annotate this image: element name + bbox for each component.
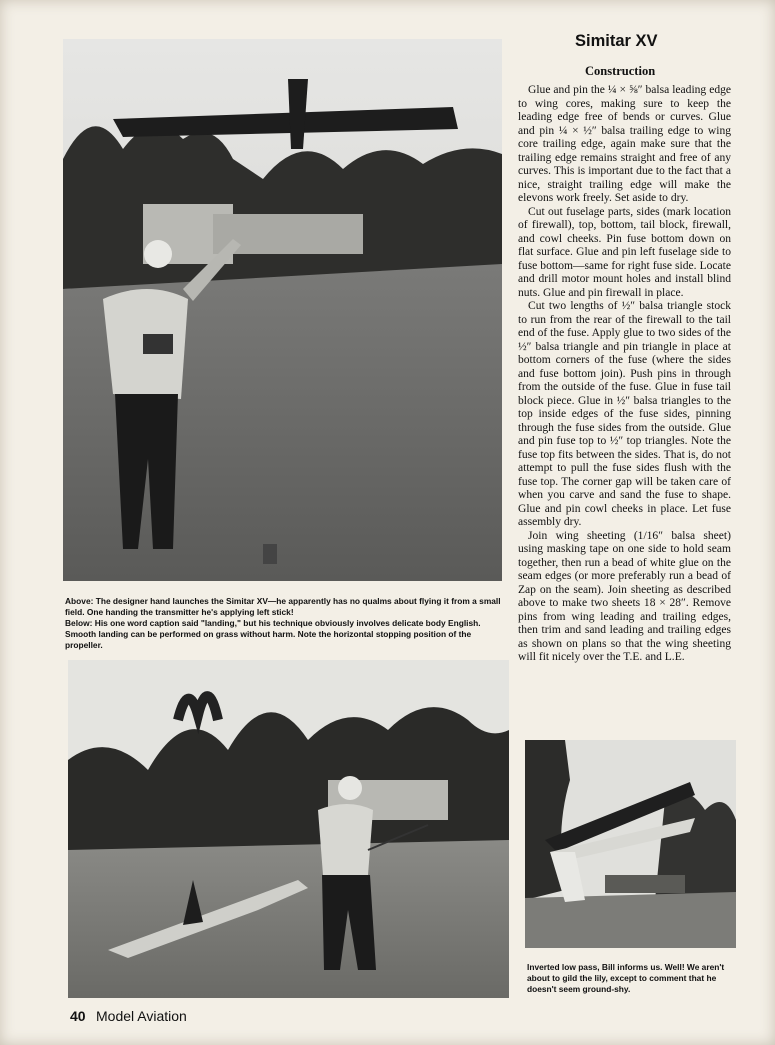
photo-hand-launch [63, 39, 502, 581]
caption-above: Above: The designer hand launches the Simitar XV—he apparently has no qualms about flying it from a small field. One handing the transmitter he's applying left stick! [65, 596, 501, 618]
photo-inverted-pass [525, 740, 736, 948]
body-paragraph: Join wing sheeting (1/16″ balsa sheet) using masking tape on one side to hold seam together, then run a bead of white glue on the seam edges (or more preferably run a bead of Zap on the seam). Join sheeting as described above to make two sheets 18 × 28″. Remove pins from wing leading and trailing edges, then trim and sand leading and trailing edges as shown on plans so that the wing sheeting will fit nicely over the T.E. and L.E. [518, 529, 731, 663]
magazine-name: Model Aviation [96, 1008, 187, 1024]
article-title: Simitar XV [575, 32, 658, 50]
caption-below: Below: His one word caption said "landing," but his technique obviously involves delicate body English. Smooth landing can be performed on grass without harm. Note the horizontal stopping position of the propeller. [65, 618, 481, 651]
article-body [518, 84, 731, 665]
body-paragraph: Glue and pin the ¼ × ⅝″ balsa leading edge to wing cores, making sure to keep the leading edge free of bends or curves. Glue and pin ¼ × ½″ balsa trailing edge to wing core trailing edge, again make sure that the trailing edge remains straight and free of any curves. This is important due to the fact that a nice, straight trailing edge will make the elevons work freely. Set aside to dry. [518, 84, 731, 204]
section-heading: Construction [585, 64, 656, 78]
caption-inverted-pass: Inverted low pass, Bill informs us. Well! We aren't about to gild the lily, except to comment that he doesn't seem ground-shy. [527, 962, 725, 995]
body-paragraph: Cut out fuselage parts, sides (mark location of firewall), top, bottom, tail block, firewall, and cowl cheeks. Pin fuse bottom down on flat surface. Glue and pin left fuselage side to fuse bottom—same for right fuse side. Locate and drill motor mount holes and install blind nuts. Glue and pin firewall in place. [518, 205, 731, 299]
body-paragraph: Cut two lengths of ½″ balsa triangle stock to run from the rear of the firewall to the tail end of the fuse. Apply glue to two sides of the ½″ balsa triangle and pin triangle in place at bottom corners of the fuse (where the sides and fuse bottom join). Push pins in through from the outside of the fuse. Glue in fuse tail block piece. Glue in ½″ balsa triangles to the top inside edges of the fuse sides, pinning through the fuse sides from the outside. Glue and pin fuse top to ½″ top triangles. Note the fuse top fits between the sides. That is, do not attempt to pull the fuse sides flush with the fuse top. The corner gap will be taken care of when you carve and sand the fuse to shape. Glue and pin cowl cheeks in place. Let fuse assembly dry. [518, 300, 731, 528]
page-number: 40 [70, 1008, 86, 1024]
photo-landing [68, 660, 509, 998]
